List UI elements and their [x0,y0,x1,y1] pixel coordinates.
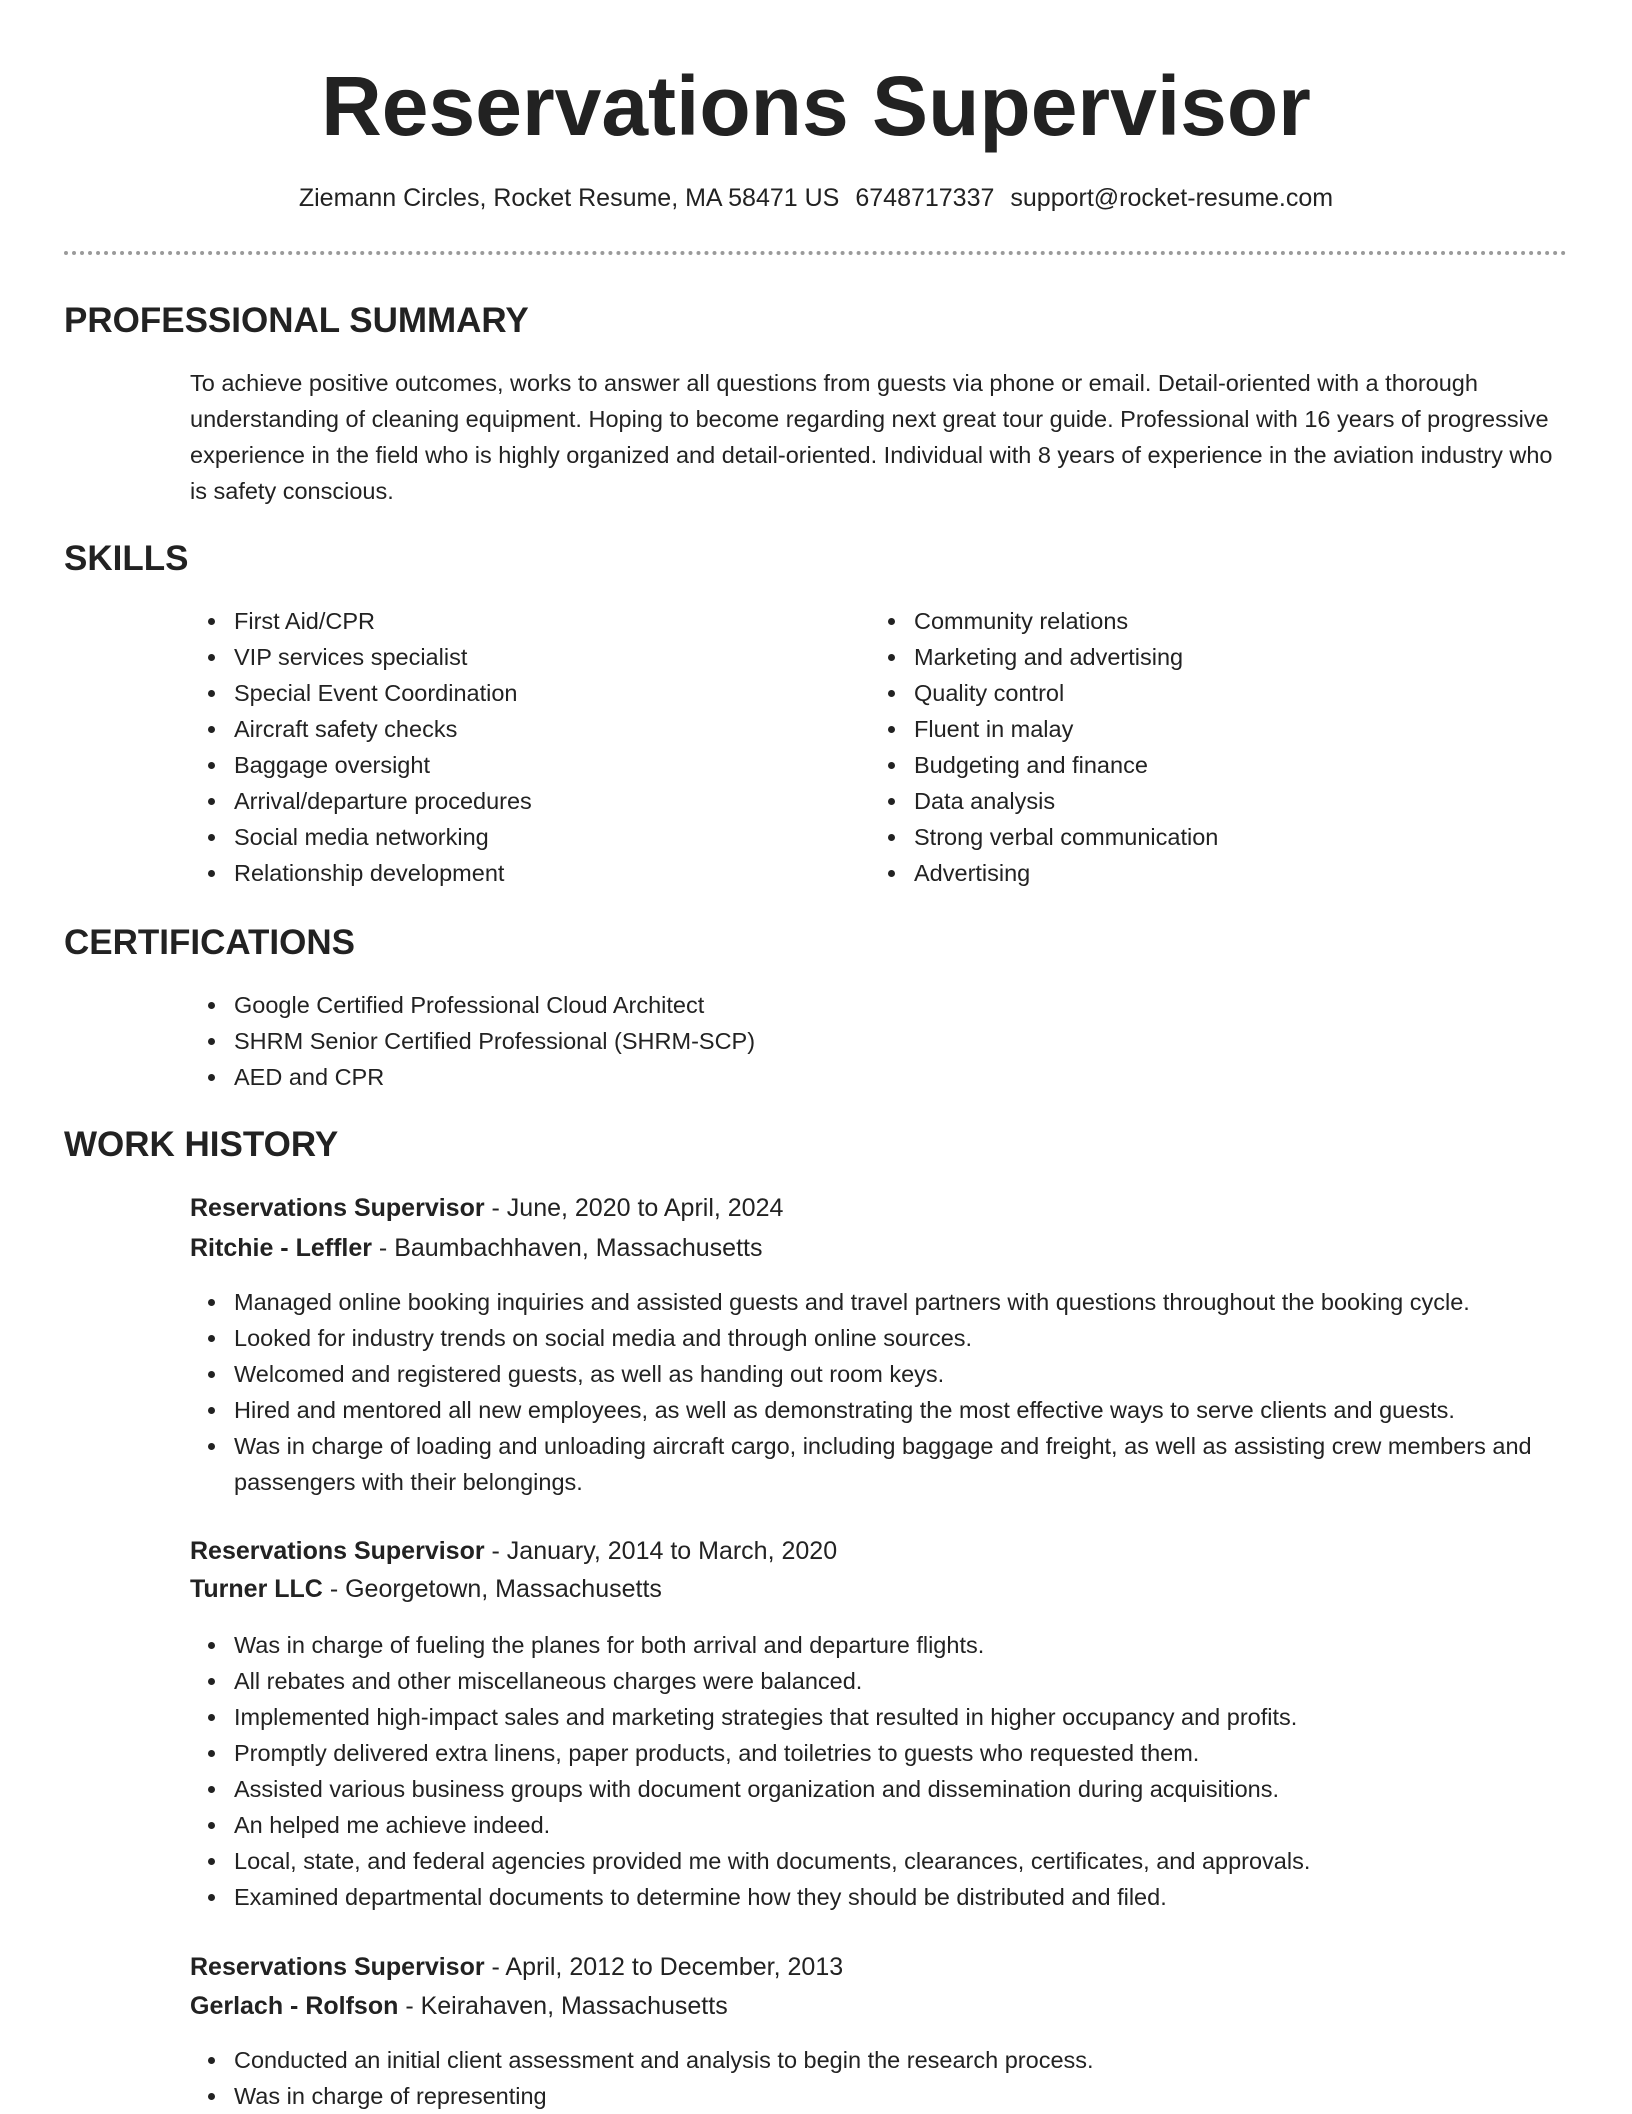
list-item: Hired and mentored all new employees, as well as demonstrating the most effective ways to serve clients and guests. [190,1392,1580,1428]
certifications-list-wrap [190,987,1580,1095]
list-item: Implemented high-impact sales and marketing strategies that resulted in higher occupancy and profits. [190,1699,1580,1735]
list-item: Assisted various business groups with document organization and dissemination during acquisitions. [190,1771,1580,1807]
job-bullets-wrap [190,1284,1580,1500]
skills-left-column [190,603,830,891]
list-item: Social media networking [190,819,830,855]
list-item: Marketing and advertising [870,639,1510,675]
list-item: Aircraft safety checks [190,711,830,747]
job-bullets-wrap [190,2042,1580,2114]
work-heading: WORK HISTORY [64,1125,339,1164]
list-item: Quality control [870,675,1510,711]
list-item: Arrival/departure procedures [190,783,830,819]
contact-email: support@rocket-resume.com [1010,184,1334,212]
summary-section [64,298,1568,344]
job-title-line [190,1532,837,1570]
work-section [64,1122,1568,1168]
list-item: Strong verbal communication [870,819,1510,855]
list-item: Looked for industry trends on social media and through online sources. [190,1320,1580,1356]
summary-text: To achieve positive outcomes, works to answer all questions from guests via phone or email. Detail-oriented with a thorough understanding of cleaning equipment. Hoping to become regarding next great tour guide. Professional with 16 years of progressive experience in the field who is highly organized and detail-oriented. Individual with 8 years of experience in the aviation industry who is safety conscious. [190,370,1553,504]
list-item: Was in charge of loading and unloading aircraft cargo, including baggage and freight, as well as assisting crew members and passengers with their belongings. [190,1428,1580,1500]
list-item: Managed online booking inquiries and assisted guests and travel partners with questions throughout the booking cycle. [190,1284,1580,1320]
list-item: Was in charge of representing [190,2078,1580,2114]
skills-list-left [190,603,830,891]
job-company: Turner LLC [190,1575,323,1603]
skills-section [64,536,1568,582]
job-bullets [190,2042,1580,2114]
job-location: - Baumbachhaven, Massachusetts [371,1234,763,1262]
list-item: Local, state, and federal agencies provided me with documents, clearances, certificates, and approvals. [190,1843,1580,1879]
certifications-list [190,987,1580,1095]
list-item: Relationship development [190,855,830,891]
job-title: Reservations Supervisor [190,1953,485,1981]
skills-list-right [870,603,1510,891]
list-item: Fluent in malay [870,711,1510,747]
job-location: - Georgetown, Massachusetts [322,1575,662,1603]
certifications-section [64,920,1568,966]
header-divider [64,251,1567,255]
job-company: Gerlach - Rolfson [190,1992,399,2020]
job-company: Ritchie - Leffler [190,1234,372,1262]
list-item: Advertising [870,855,1510,891]
list-item: First Aid/CPR [190,603,830,639]
list-item: Examined departmental documents to determine how they should be distributed and filed. [190,1879,1580,1915]
certifications-heading: CERTIFICATIONS [64,923,356,962]
contact-phone: 6748717337 [855,184,995,212]
contact-line [0,180,1632,216]
list-item: Budgeting and finance [870,747,1510,783]
list-item: Special Event Coordination [190,675,830,711]
job-dates: - January, 2014 to March, 2020 [484,1537,838,1565]
list-item: Conducted an initial client assessment and analysis to begin the research process. [190,2042,1580,2078]
list-item: Baggage oversight [190,747,830,783]
list-item: Was in charge of fueling the planes for both arrival and departure flights. [190,1627,1580,1663]
job-bullets [190,1284,1580,1500]
contact-address: Ziemann Circles, Rocket Resume, MA 58471 US [298,184,840,212]
job-company-line [190,1570,662,1608]
list-item: Data analysis [870,783,1510,819]
job-title: Reservations Supervisor [190,1537,485,1565]
job-location: - Keirahaven, Massachusetts [398,1992,728,2020]
skills-heading: SKILLS [64,539,189,578]
job-bullets [190,1627,1580,1915]
job-title: Reservations Supervisor [190,1194,485,1222]
list-item: Google Certified Professional Cloud Architect [190,987,1580,1023]
list-item: VIP services specialist [190,639,830,675]
skills-right-column [870,603,1510,891]
list-item: SHRM Senior Certified Professional (SHRM-SCP) [190,1023,1580,1059]
job-bullets-wrap [190,1627,1580,1915]
list-item: Promptly delivered extra linens, paper products, and toiletries to guests who requested them. [190,1735,1580,1771]
list-item: AED and CPR [190,1059,1580,1095]
job-dates: - June, 2020 to April, 2024 [484,1194,784,1222]
job-dates: - April, 2012 to December, 2013 [484,1953,844,1981]
job-company-line [190,1229,762,1267]
summary-heading: PROFESSIONAL SUMMARY [64,301,529,340]
list-item: All rebates and other miscellaneous charges were balanced. [190,1663,1580,1699]
job-company-line [190,1987,728,2025]
list-item: Welcomed and registered guests, as well as handing out room keys. [190,1356,1580,1392]
candidate-name: Reservations Supervisor [321,59,1311,153]
list-item: Community relations [870,603,1510,639]
list-item: An helped me achieve indeed. [190,1807,1580,1843]
job-title-line [190,1189,783,1227]
job-title-line [190,1948,843,1986]
